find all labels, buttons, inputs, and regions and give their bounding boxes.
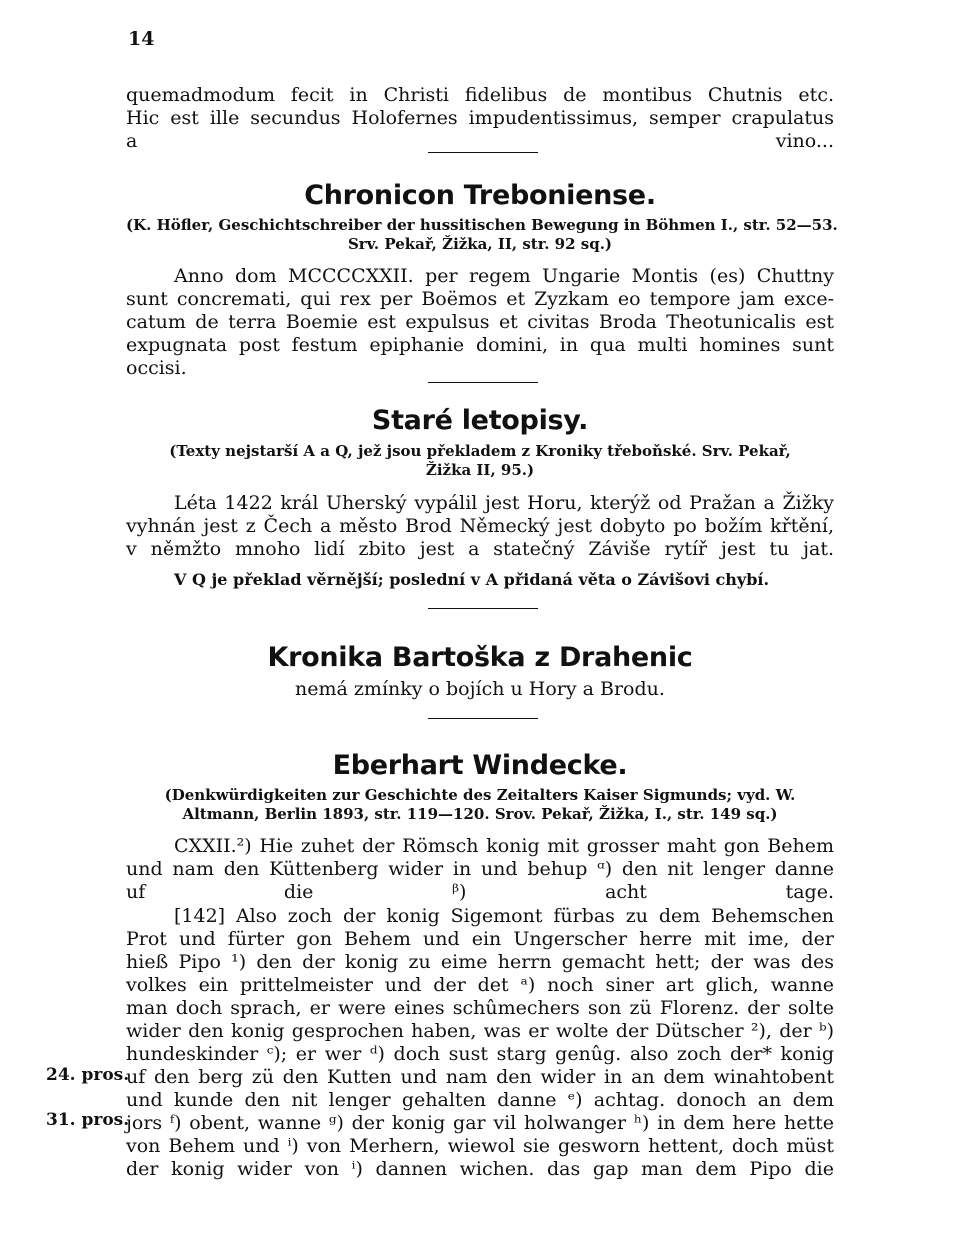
page-number: 14 — [128, 28, 155, 50]
text-line: vyhnán jest z Čech a město Brod Německý jest dobyto po božím křtění, — [126, 515, 834, 537]
section-title: Staré letopisy. — [371, 405, 589, 436]
text-line: uf den berg zü den Kutten und nam den wider in an dem winahtobent — [126, 1066, 834, 1088]
section-divider — [428, 152, 538, 153]
text-line: der konig wider von ⁱ) dannen wichen. das gap man dem Pipo die — [126, 1158, 834, 1180]
section-body — [126, 835, 834, 904]
text-line: von Behem und ⁱ) von Merhern, wiewol sie gesworn hettent, doch müst — [126, 1135, 834, 1157]
text-line: a vino... — [126, 130, 834, 152]
text-line: v němžto mnoho lidí zbito jest a statečný Záviše rytíř jest tu jat. — [126, 538, 834, 560]
text-line: Hic est ille secundus Holofernes impudentissimus, semper crapulatus — [126, 107, 834, 129]
text-line: quemadmodum fecit in Christi fidelibus de montibus Chutnis etc. — [126, 84, 834, 106]
text-line: wider den konig gesprochen haben, was er wolte der Dütscher ²), der ᵇ) — [126, 1020, 834, 1042]
source-line: Žižka II, 95.) — [425, 461, 535, 479]
text-line: jors ᶠ) obent, wanne ᵍ) der konig gar vil holwanger ʰ) in dem here hette — [126, 1112, 834, 1134]
source-line: Altmann, Berlin 1893, str. 119—120. Srov. Pekař, Žižka, I., str. 149 sq.) — [182, 805, 778, 823]
text-line: man doch sprach, er were eines schûmechers son zü Florenz. der solte — [126, 997, 834, 1019]
section-divider — [428, 608, 538, 609]
source-line: (K. Höfler, Geschichtschreiber der hussitischen Bewegung in Böhmen I., str. 52—53. — [126, 216, 838, 234]
text-line: Léta 1422 král Uherský vypálil jest Horu, kterýž od Pražan a Žižky — [174, 492, 834, 514]
section-body — [126, 265, 834, 380]
intro-paragraph — [126, 84, 834, 153]
section-source — [126, 442, 834, 480]
text-line: uf die ᵝ) acht tage. — [126, 881, 834, 903]
text-line: expugnata post festum epiphanie domini, in qua multi homines sunt — [126, 334, 834, 356]
source-line: (Denkwürdigkeiten zur Geschichte des Zeitalters Kaiser Sigmunds; vyd. W. — [164, 786, 796, 804]
text-line: [142] Also zoch der konig Sigemont fürbas zu dem Behemschen — [174, 905, 834, 927]
section-title: Kronika Bartoška z Drahenic — [267, 642, 693, 673]
section-body — [126, 492, 834, 561]
text-line: sunt concremati, qui rex per Boëmos et Zyzkam eo tempore jam exce- — [126, 288, 834, 310]
text-line: catum de terra Boemie est expulsus et civitas Broda Theotunicalis est — [126, 311, 834, 333]
section-subtitle: nemá zmínky o bojích u Hory a Brodu. — [295, 678, 665, 700]
text-line: occisi. — [126, 357, 187, 379]
editorial-note: V Q je překlad věrnější; poslední v A přidaná věta o Závišovi chybí. — [174, 570, 770, 589]
section-divider — [428, 718, 538, 719]
section-source — [126, 216, 838, 254]
margin-note: 31. pros. — [46, 1110, 130, 1130]
text-line: und nam den Küttenberg wider in und behup ᵅ) den nit lenger danne — [126, 858, 834, 880]
text-line: hieß Pipo ¹) den der konig zu eime herrn gemacht hett; der was des — [126, 951, 834, 973]
text-line: Anno dom MCCCCXXII. per regem Ungarie Montis (es) Chuttny — [174, 265, 834, 287]
text-line: und kunde den nit lenger gehalten danne ᵉ) achtag. donoch an dem — [126, 1089, 834, 1111]
section-divider — [428, 382, 538, 383]
section-title: Chronicon Treboniense. — [304, 180, 656, 211]
source-line: (Texty nejstarší A a Q, jež jsou překladem z Kroniky třeboňské. Srv. Pekař, — [169, 442, 791, 460]
section-title: Eberhart Windecke. — [332, 750, 628, 781]
text-line: volkes ein prittelmeister und der det ᵃ) noch siner art glich, wanne — [126, 974, 834, 996]
section-body — [126, 905, 834, 1181]
text-line: Prot und fürter gon Behem und ein Ungerscher herre mit ime, der — [126, 928, 834, 950]
text-line: CXXII.²) Hie zuhet der Römsch konig mit grosser maht gon Behem — [174, 835, 834, 857]
margin-note: 24. pros. — [46, 1065, 130, 1085]
section-source — [126, 786, 834, 824]
text-line: hundeskinder ᶜ); er wer ᵈ) doch sust starg genûg. also zoch der* konig — [126, 1043, 834, 1065]
source-line: Srv. Pekař, Žižka, II, str. 92 sq.) — [347, 235, 613, 253]
